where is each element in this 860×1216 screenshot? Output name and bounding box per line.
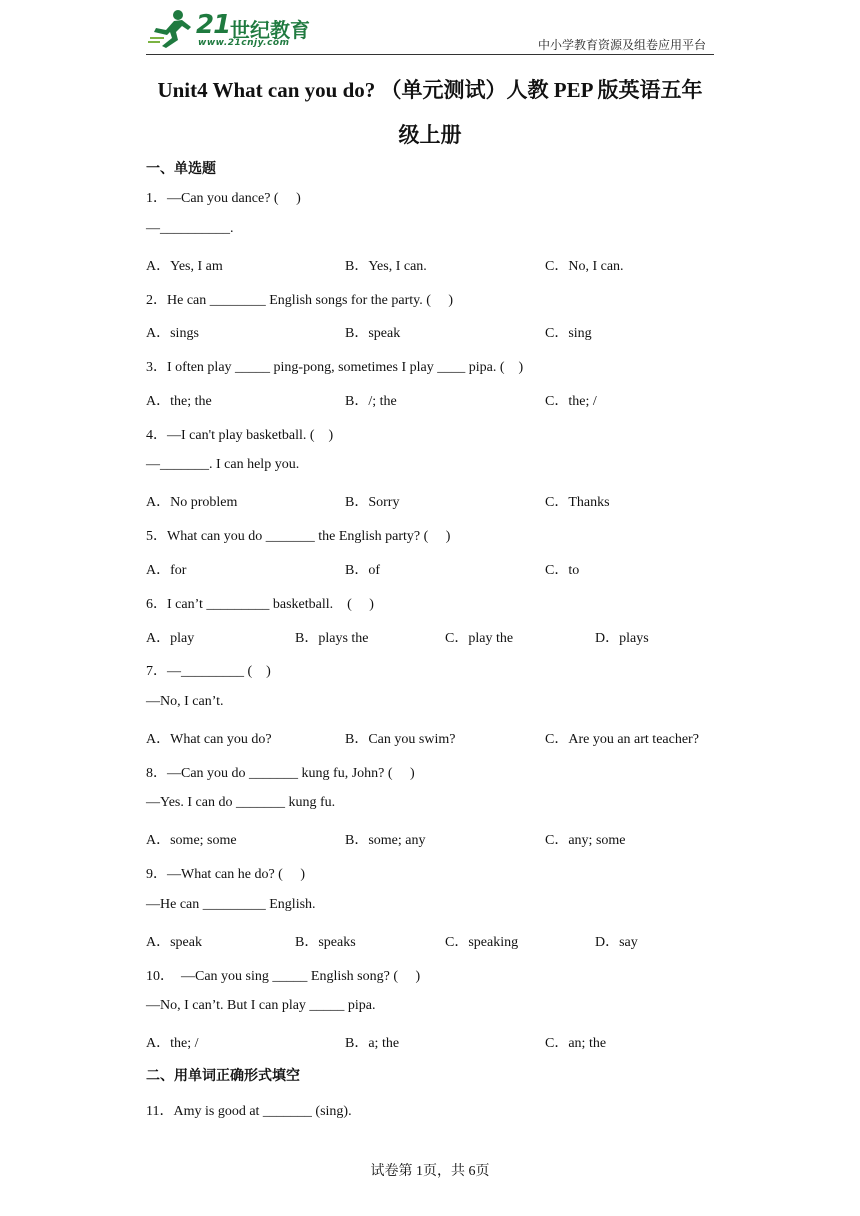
- question-1-stem: 1．—Can you dance? ( ): [146, 191, 301, 206]
- site-logo[interactable]: [148, 8, 318, 50]
- question-10-line-2: —No, I can’t. But I can play _____ pipa.: [146, 998, 376, 1013]
- question-9-stem: 9．—What can he do? ( ): [146, 867, 305, 882]
- question-4-stem: 4．—I can't play basketball. ( ): [146, 428, 334, 443]
- platform-text: 中小学教育资源及组卷应用平台: [537, 38, 706, 52]
- question-6-option-d[interactable]: D．plays: [595, 631, 649, 646]
- question-9-option-b[interactable]: B．speaks: [295, 935, 356, 950]
- question-4-line-2: —_______. I can help you.: [146, 457, 300, 472]
- logo-url-text: www.21cnjy.com: [198, 38, 290, 48]
- question-3-option-a[interactable]: A．the; the: [146, 394, 212, 409]
- question-9-line-2: —He can _________ English.: [146, 897, 316, 912]
- document-title-line-2: 级上册: [398, 123, 462, 147]
- question-5-option-b[interactable]: B．of: [345, 563, 380, 578]
- question-5-option-a[interactable]: A．for: [146, 563, 187, 578]
- section-heading-single-choice: 一、单选题: [146, 161, 216, 177]
- question-8-option-c[interactable]: C．any; some: [545, 833, 626, 848]
- question-3-option-b[interactable]: B．/; the: [345, 394, 397, 409]
- question-7-option-c[interactable]: C．Are you an art teacher?: [545, 732, 699, 747]
- question-10-stem: 10． —Can you sing _____ English song? ( ): [146, 969, 421, 984]
- question-1-option-b[interactable]: B．Yes, I can.: [345, 259, 427, 274]
- question-8-option-b[interactable]: B．some; any: [345, 833, 426, 848]
- question-6-option-a[interactable]: A．play: [146, 631, 195, 646]
- question-2-option-a[interactable]: A．sings: [146, 326, 199, 341]
- question-10-option-b[interactable]: B．a; the: [345, 1036, 400, 1051]
- question-1-line-2: —__________.: [146, 221, 234, 236]
- question-1-option-c[interactable]: C．No, I can.: [545, 259, 624, 274]
- logo-number: 21: [196, 10, 231, 40]
- page-footer: 试卷第 1页，共 6页: [370, 1164, 490, 1179]
- question-9-option-d[interactable]: D．say: [595, 935, 638, 950]
- question-4-option-c[interactable]: C．Thanks: [545, 495, 610, 510]
- header-divider: [146, 54, 714, 55]
- question-6-stem: 6．I can’t _________ basketball. ( ): [146, 597, 374, 612]
- question-11-stem: 11．Amy is good at _______ (sing).: [146, 1104, 352, 1119]
- question-7-option-a[interactable]: A．What can you do?: [146, 732, 272, 747]
- question-7-line-2: —No, I can’t.: [146, 694, 224, 709]
- question-2-option-c[interactable]: C．sing: [545, 326, 592, 341]
- question-5-option-c[interactable]: C．to: [545, 563, 580, 578]
- question-9-option-a[interactable]: A．speak: [146, 935, 202, 950]
- question-9-option-c[interactable]: C．speaking: [445, 935, 519, 950]
- question-3-stem: 3．I often play _____ ping-pong, sometimes I play ____ pipa. ( ): [146, 360, 524, 375]
- question-6-option-b[interactable]: B．plays the: [295, 631, 369, 646]
- question-1-option-a[interactable]: A．Yes, I am: [146, 259, 223, 274]
- question-7-stem: 7．—_________ ( ): [146, 664, 271, 679]
- runner-logo-icon: [148, 8, 194, 48]
- question-2-stem: 2．He can ________ English songs for the party. ( ): [146, 293, 454, 308]
- document-title-line-1: Unit4 What can you do? （单元测试）人教 PEP 版英语五年: [157, 78, 703, 102]
- question-8-stem: 8．—Can you do _______ kung fu, John? ( ): [146, 766, 415, 781]
- question-4-option-b[interactable]: B．Sorry: [345, 495, 400, 510]
- section-heading-fill-in: 二、用单词正确形式填空: [146, 1068, 300, 1084]
- question-5-stem: 5．What can you do _______ the English party? ( ): [146, 529, 451, 544]
- question-8-option-a[interactable]: A．some; some: [146, 833, 237, 848]
- question-10-option-c[interactable]: C．an; the: [545, 1036, 607, 1051]
- question-4-option-a[interactable]: A．No problem: [146, 495, 238, 510]
- question-10-option-a[interactable]: A．the; /: [146, 1036, 199, 1051]
- question-6-option-c[interactable]: C．play the: [445, 631, 514, 646]
- question-2-option-b[interactable]: B．speak: [345, 326, 401, 341]
- question-3-option-c[interactable]: C．the; /: [545, 394, 597, 409]
- question-7-option-b[interactable]: B．Can you swim?: [345, 732, 456, 747]
- question-8-line-2: —Yes. I can do _______ kung fu.: [146, 795, 336, 810]
- logo-chinese-text: 世纪教育: [230, 18, 310, 42]
